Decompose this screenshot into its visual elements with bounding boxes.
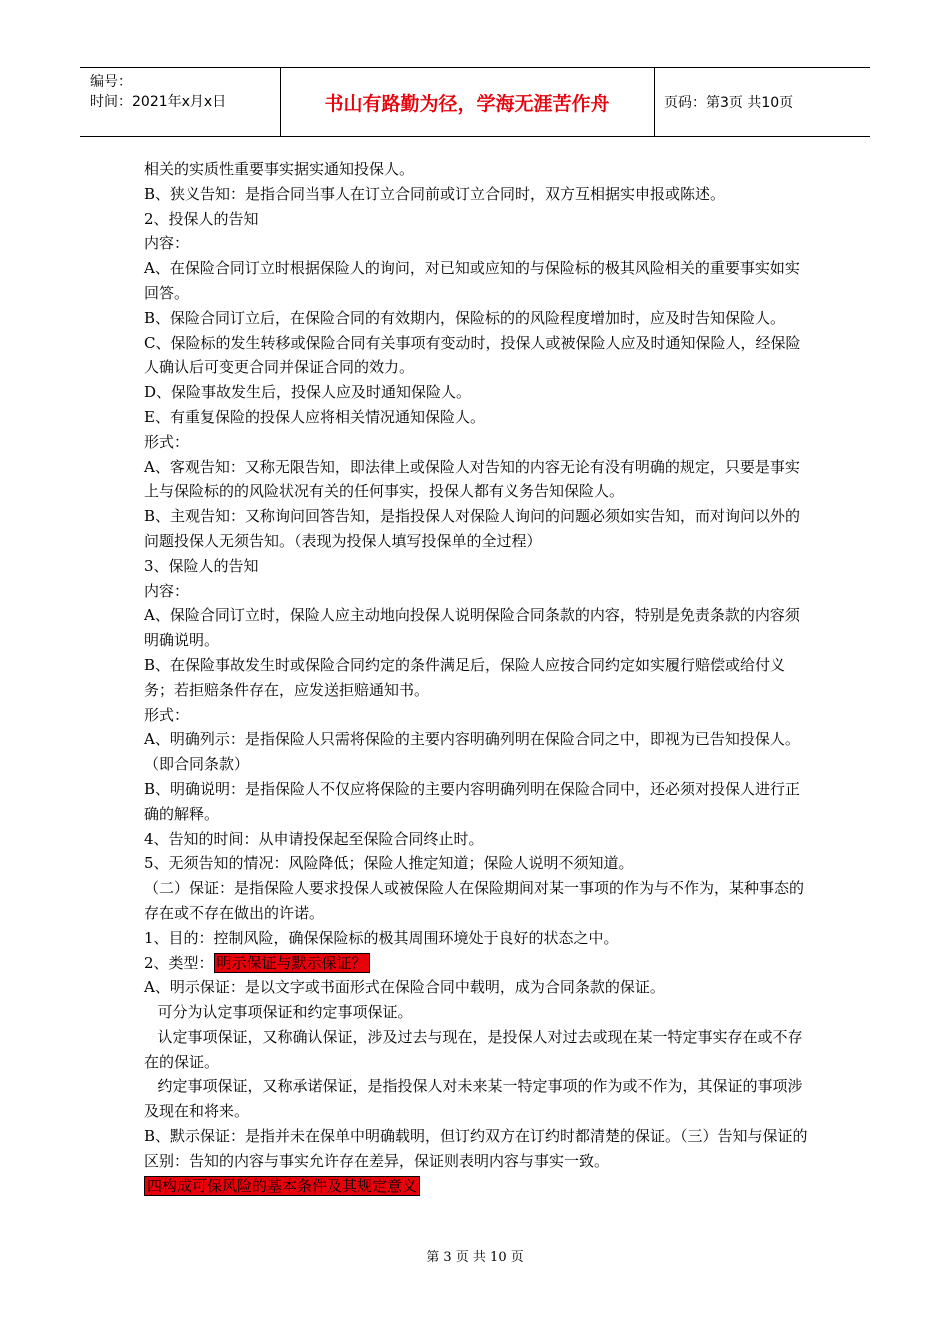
paragraph: 内容： — [144, 581, 190, 600]
header-time-label: 时间：2021年x月x日 — [90, 94, 227, 110]
header-divider — [654, 68, 655, 136]
type-label: 2、类型： — [144, 953, 214, 972]
document-body — [144, 157, 812, 1198]
paragraph: 5、无须告知的情况：风险降低；保险人推定知道；保险人说明不须知道。 — [144, 854, 634, 873]
paragraph: A、客观告知：又称无限告知，即法律上或保险人对告知的内容无论有没有明确的规定，只要是事实上与保险标的的风险状况有关的任何事实，投保人都有义务告知保险人。 — [144, 457, 800, 501]
highlighted-heading: 四构成可保风险的基本条件及其规定意义 — [144, 1176, 420, 1196]
paragraph: 4、告知的时间：从申请投保起至保险合同终止时。 — [144, 829, 484, 848]
paragraph: 1、目的：控制风险，确保保险标的极其周围环境处于良好的状态之中。 — [144, 928, 619, 947]
paragraph: B、主观告知：又称询问回答告知，是指投保人对保险人询问的问题必须如实告知，而对询问以外的问题投保人无须告知。（表现为投保人填写投保单的全过程） — [144, 507, 801, 550]
paragraph: B、明确说明：是指保险人不仅应将保险的主要内容明确列明在保险合同中，还必须对投保人进行正确的解释。 — [144, 779, 801, 823]
paragraph: B、狭义告知：是指合同当事人在订立合同前或订立合同时，双方互相据实申报或陈述。 — [144, 184, 726, 203]
paragraph — [144, 1174, 812, 1199]
header-page-label: 页码：第3页 共10页 — [664, 95, 794, 111]
paragraph: C、保险标的发生转移或保险合同有关事项有变动时，投保人或被保险人应及时通知保险人，经保险人确认后可变更合同并保证合同的效力。 — [144, 333, 801, 377]
paragraph: A、明确列示：是指保险人只需将保险的主要内容明确列明在保险合同之中，即视为已告知投保人。（即合同条款） — [144, 730, 800, 774]
section-heading: 3、保险人的告知 — [144, 556, 259, 575]
section-heading: 2、投保人的告知 — [144, 209, 259, 228]
paragraph: A、在保险合同订立时根据保险人的询问，对已知或应知的与保险标的极其风险相关的重要事实如实回答。 — [144, 259, 800, 302]
paragraph: B、默示保证：是指并未在保单中明确载明，但订约双方在订约时都清楚的保证。（三）告知与保证的区别：告知的内容与事实允许存在差异，保证则表明内容与事实一致。 — [144, 1127, 808, 1170]
paragraph: 形式： — [144, 705, 190, 724]
header-motto: 书山有路勤为径，学海无涯苦作舟 — [324, 92, 610, 115]
paragraph: 可分为认定事项保证和约定事项保证。 — [157, 1003, 413, 1022]
paragraph: 形式： — [144, 432, 190, 451]
header-meta — [90, 72, 276, 112]
paragraph: A、保险合同订立时，保险人应主动地向投保人说明保险合同条款的内容，特别是免责条款的内容须明确说明。 — [144, 606, 800, 650]
paragraph: E、有重复保险的投保人应将相关情况通知保险人。 — [144, 407, 485, 426]
paragraph: 认定事项保证，又称确认保证，涉及过去与现在，是投保人对过去或现在某一特定事实存在或不存在的保证。 — [144, 1027, 803, 1071]
paragraph: （二）保证：是指保险人要求投保人或被保险人在保险期间对某一事项的作为与不作为，某种事态的存在或不存在做出的许诺。 — [144, 879, 805, 922]
highlighted-question: 明示保证与默示保证？ — [214, 953, 370, 973]
paragraph: 约定事项保证，又称承诺保证，是指投保人对未来某一特定事项的作为或不作为，其保证的事项涉及现在和将来。 — [144, 1077, 803, 1121]
paragraph: D、保险事故发生后，投保人应及时通知保险人。 — [144, 383, 472, 402]
paragraph: B、在保险事故发生时或保险合同约定的条件满足后，保险人应按合同约定如实履行赔偿或给付义务；若拒赔条件存在，应发送拒赔通知书。 — [144, 655, 786, 699]
paragraph: A、明示保证：是以文字或书面形式在保险合同中载明，成为合同条款的保证。 — [144, 978, 665, 997]
paragraph: 内容： — [144, 234, 190, 253]
page-footer: 第 3 页 共 10 页 — [426, 1250, 524, 1265]
page-header — [80, 67, 870, 137]
paragraph — [144, 951, 812, 976]
header-code-label: 编号： — [90, 74, 132, 90]
paragraph: 相关的实质性重要事实据实通知投保人。 — [144, 160, 415, 178]
paragraph: B、保险合同订立后，在保险合同的有效期内，保险标的的风险程度增加时，应及时告知保险人。 — [144, 308, 786, 327]
